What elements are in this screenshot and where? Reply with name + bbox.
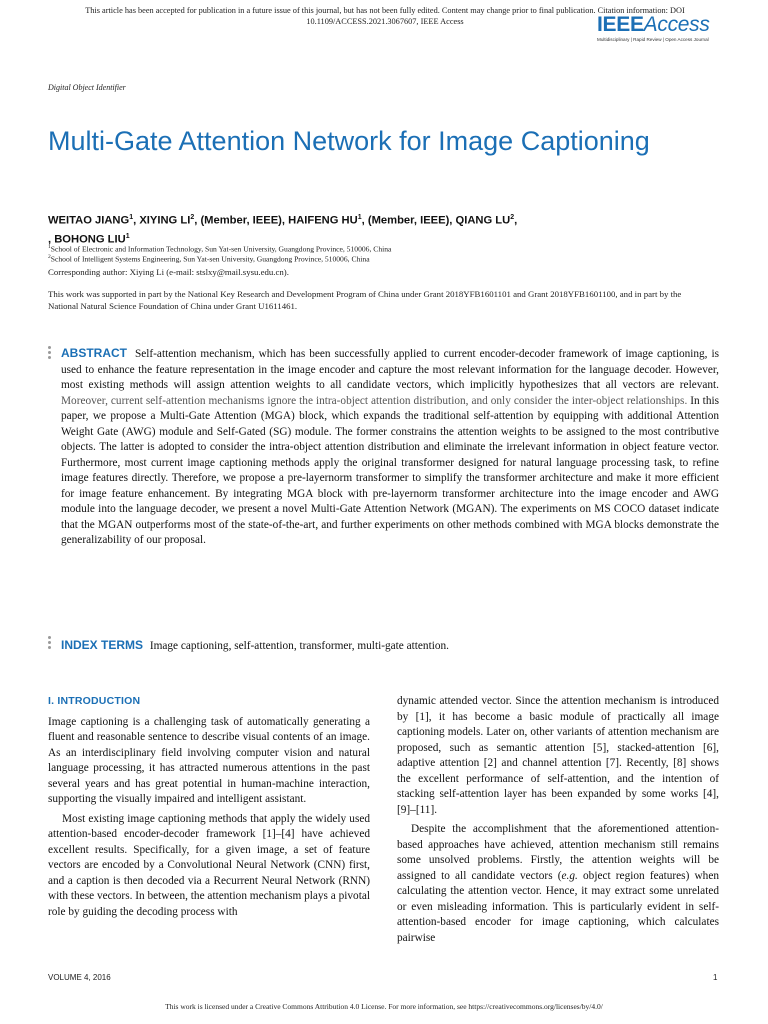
license-notice: This work is licensed under a Creative Commons Attribution 4.0 License. For more information, see https://creativecommons.org/licenses/by/4.0/	[165, 1002, 603, 1011]
author-name: , (Member, IEEE), QIANG LU	[361, 214, 511, 227]
abstract-marker-dots	[48, 346, 52, 361]
body-paragraph: Most existing image captioning methods that apply the widely used attention-based encoder-decoder framework [1]–[4] have achieved excellent results. Specifically, for a given image, a set of feature vectors are encoded by a Convolutional Neural Network (CNN) first, and a caption is then decoded via a Recurrent Neural Network (RNN) with these vectors. In between, the attention mechanism plays a pivotal role by guiding the decoding process with	[48, 812, 370, 918]
notice-line-2: 10.1109/ACCESS.2021.3067607, IEEE Access	[306, 17, 464, 26]
index-terms-text: Image captioning, self-attention, transformer, multi-gate attention.	[149, 640, 449, 652]
section-heading: I. INTRODUCTION	[48, 695, 141, 707]
paragraph-text: object region features) when calculating the attention vector. Hence, it may extract some unrelated or even misleading information. This is particularly evident in self-attention-based encoder for image captioning, which calculates pairwise	[397, 869, 719, 944]
paragraph-text-italic: e.g.	[561, 869, 578, 882]
affiliation-number: 1	[48, 244, 51, 250]
abstract-label: ABSTRACT	[61, 346, 127, 360]
abstract-text-highlight: Moreover, current self-attention mechanisms ignore the intra-object attention distribution, and only consider the inter-object relationships.	[61, 394, 688, 407]
body-paragraph: dynamic attended vector. Since the attention mechanism is introduced by [1], it has become a basic module of practically all image captioning models. Later on, other variants of attention mechanism are proposed, such as semantic attention [5], stacked-attention [6], adaptive attention [2] and channel attention [7]. Recently, [8] shows the excellent performance of self-attention, and the intention of stacking self-attention layer has been expanded by some works [4], [9]–[11].	[397, 695, 719, 816]
corresponding-author: Corresponding author: Xiying Li (e-mail: stslxy@mail.sysu.edu.cn).	[48, 267, 289, 277]
notice-line-1: This article has been accepted for publication in a future issue of this journal, but has not been fully edited. Content may change prior to final publication. Citation information: DOI	[85, 6, 685, 15]
body-paragraph	[397, 822, 719, 946]
affiliation-text: School of Electronic and Information Technology, Sun Yat-sen University, Guangdong Province, 510006, China	[50, 244, 392, 254]
ieee-access-logo	[597, 14, 732, 48]
logo-ieee-text: IEEE	[597, 13, 644, 36]
paper-title: Multi-Gate Attention Network for Image Captioning	[48, 126, 650, 156]
author-name: , (Member, IEEE), HAIFENG HU	[194, 214, 358, 227]
abstract-text: In this paper, we propose a Multi-Gate Attention (MGA) block, which expands the traditional self-attention by equipping with additional Attention Weight Gate (AWG) module and Self-Gated (SG) module. The former constrains the attention weights to be assigned to the most contributive objects. The latter is adopted to consider the intra-object attention distribution and eliminate the irrelevant information in object feature vector. Furthermore, most current image captioning methods apply the original transformer designed for natural language processing task, to refine image features directly. Therefore, we propose a pre-layernorm transformer to simplify the transformer architecture and make it more efficient for image feature enhancement. By integrating MGA block with pre-layernorm transformer architecture into the image encoder and AWG module into the language decoder, we present a novel Multi-Gate Attention Network (MGAN). The experiments on MS COCO dataset indicate that the MGAN outperforms most of the state-of-the-art, and further experiments on other methods combined with MGA blocks demonstrate the generalizability of our proposal.	[61, 394, 720, 546]
index-terms-block	[61, 638, 719, 655]
abstract-block	[61, 346, 719, 549]
affiliation-marker: 2	[190, 214, 195, 221]
logo-tagline: Multidisciplinary | Rapid Review | Open Access Journal	[597, 37, 709, 42]
affiliation-number: 2	[48, 254, 51, 260]
affiliation-marker: 1	[125, 232, 130, 240]
body-column-left	[48, 694, 370, 924]
affiliation-marker: 1	[129, 214, 134, 221]
affiliation-2	[48, 252, 708, 265]
logo-access-text: Access	[643, 13, 710, 36]
author-name: , XIYING LI	[133, 214, 191, 227]
abstract-text: Self-attention mechanism, which has been successfully applied to current encoder-decoder framework of image captioning, is used to enhance the feature representation in the image encoder and capture the most relevant information for the language decoder. However, most existing methods will assign attention weights to all candidate vectors, which implicitly hypothesizes that all vectors are relevant.	[61, 348, 720, 391]
index-terms-marker-dots	[48, 636, 52, 651]
footer-volume: VOLUME 4, 2016	[48, 973, 111, 982]
affiliation-marker: 1	[357, 214, 362, 221]
author-list: WEITAO JIANG$^1$, XIYING $LI^2$, (Member, IEEE), HAIFENG $HU^1$, (Member, IEEE), QIANG $LU^2$, , BOHONG LIU$^1$	[48, 214, 518, 246]
author-name: WEITAO JIANG	[48, 214, 130, 227]
body-column-right	[397, 694, 719, 950]
affiliation-text: School of Intelligent Systems Engineering, Sun Yat-sen University, Guangdong Province, 510006, China	[50, 254, 370, 264]
funding-statement: This work was supported in part by the National Key Research and Development Program of China under Grant 2018YFB1601101 and Grant 2018YFB1601100, and in part by the National Natural Science Foundation of China under Grant U1611461.	[48, 289, 682, 311]
footer-page-number: 1	[713, 973, 718, 982]
logo-wordmark	[597, 14, 732, 36]
author-name: , BOHONG LIU	[48, 233, 126, 246]
doi-label: Digital Object Identifier	[48, 83, 126, 92]
affiliation-marker: 2	[510, 214, 515, 221]
paragraph-text: Despite the accomplishment that the aforementioned attention-based approaches have achieved, attention mechanism still remains some unsolved problems. Firstly, the attention weights will be assigned to all candidate vectors (	[397, 823, 719, 882]
index-terms-label: INDEX TERMS	[61, 638, 144, 652]
body-paragraph: Image captioning is a challenging task of automatically generating a fluent and reasonable sentence to describe visual contents of an image. As an interdisciplinary field involving computer vision and natural language processing, it has attracted numerous attentions in the past several years and has great potential in human-machine interaction, supporting the visually impaired and intelligent assistant.	[48, 715, 370, 805]
